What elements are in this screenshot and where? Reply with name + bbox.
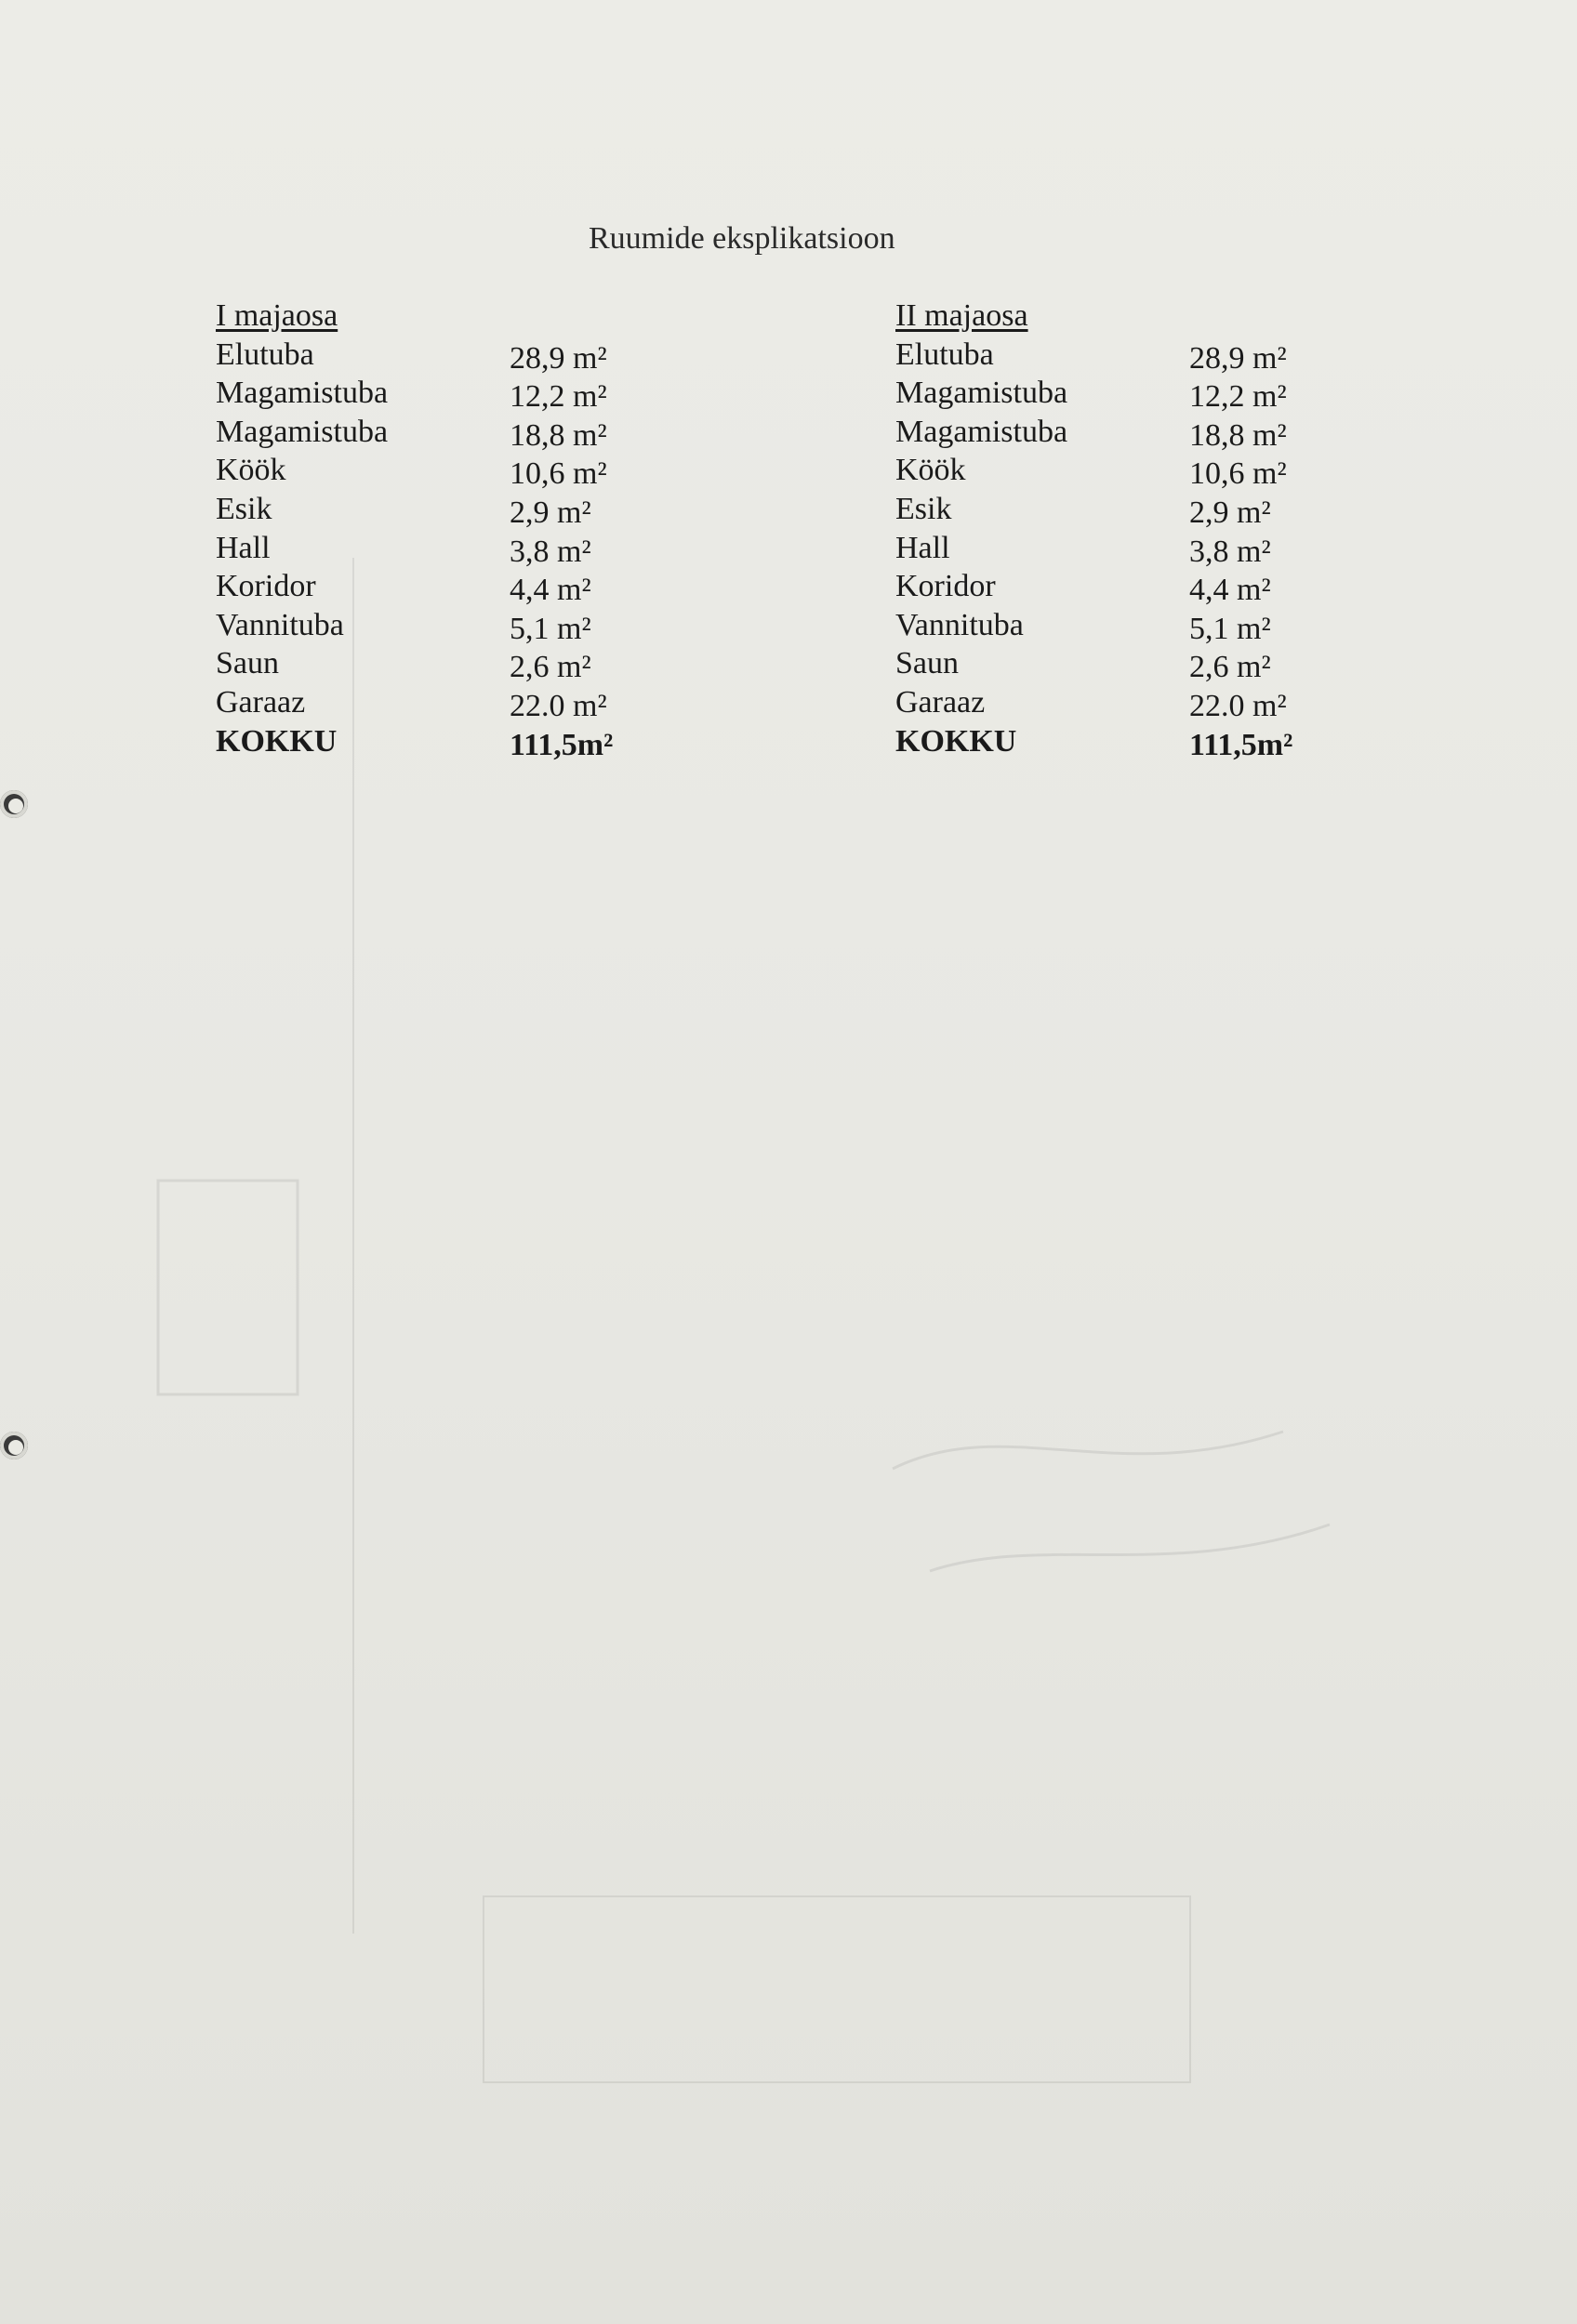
room-area: 10,6 m²: [510, 456, 607, 492]
room-name: Saun: [895, 646, 959, 681]
room-name: Esik: [895, 491, 952, 526]
room-name: Magamistuba: [216, 414, 389, 449]
room-area: 22.0 m²: [1189, 688, 1287, 723]
room-name: Vannituba: [216, 607, 344, 642]
room-name: Magamistuba: [895, 414, 1068, 449]
room-area: 2,9 m²: [1189, 495, 1271, 530]
section-heading: I majaosa: [216, 298, 338, 333]
room-area: 18,8 m²: [1189, 417, 1287, 453]
total-label: KOKKU: [216, 723, 338, 759]
room-name: Vannituba: [895, 607, 1024, 642]
room-area: 4,4 m²: [1189, 573, 1271, 608]
total-value: 111,5m²: [1189, 727, 1293, 762]
room-area: 12,2 m²: [510, 379, 607, 415]
room-area: 28,9 m²: [1189, 340, 1287, 376]
room-area: 10,6 m²: [1189, 456, 1287, 492]
room-name: Garaaz: [895, 684, 986, 720]
room-name: Magamistuba: [216, 376, 389, 411]
room-name: Koridor: [216, 569, 316, 604]
room-name: Garaaz: [216, 684, 306, 720]
room-name: Elutuba: [216, 337, 314, 372]
room-name: Köök: [895, 453, 966, 488]
room-area: 2,6 m²: [510, 650, 591, 685]
room-name: Saun: [216, 646, 279, 681]
room-name: Köök: [216, 453, 286, 488]
room-area: 22.0 m²: [510, 688, 607, 723]
room-name: Hall: [895, 530, 950, 565]
room-name: Hall: [216, 530, 271, 565]
document-title: Ruumide eksplikatsioon: [589, 221, 895, 256]
section-heading: II majaosa: [895, 298, 1028, 333]
room-area: 4,4 m²: [510, 573, 591, 608]
room-area: 12,2 m²: [1189, 379, 1287, 415]
room-area: 3,8 m²: [510, 534, 591, 569]
room-area: 18,8 m²: [510, 417, 607, 453]
room-name: Magamistuba: [895, 376, 1068, 411]
room-area: 28,9 m²: [510, 340, 607, 376]
room-area: 2,9 m²: [510, 495, 591, 530]
room-name: Esik: [216, 491, 272, 526]
total-label: KOKKU: [895, 723, 1017, 759]
room-area: 5,1 m²: [510, 611, 591, 646]
room-area: 3,8 m²: [1189, 534, 1271, 569]
room-name: Koridor: [895, 569, 996, 604]
total-value: 111,5m²: [510, 727, 614, 762]
room-area: 2,6 m²: [1189, 650, 1271, 685]
room-area: 5,1 m²: [1189, 611, 1271, 646]
room-name: Elutuba: [895, 337, 994, 372]
punch-hole-lower: [0, 1432, 28, 1459]
punch-hole-upper: [0, 790, 28, 818]
